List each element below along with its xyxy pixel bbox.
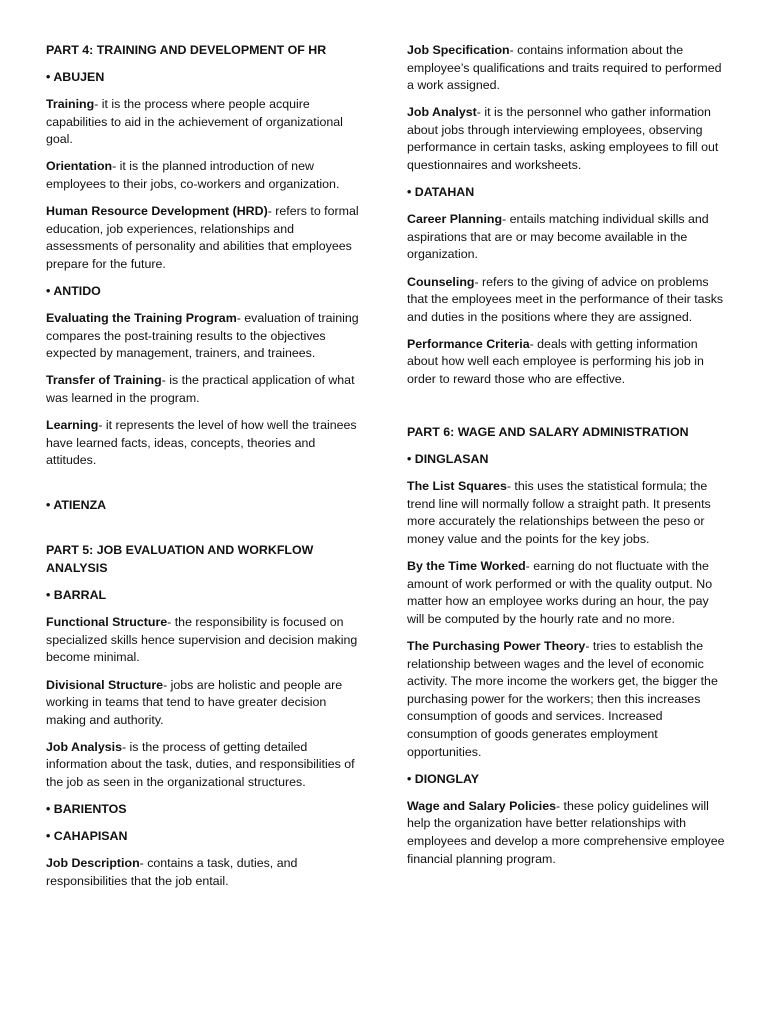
desc-wage-policies: - these policy guidelines will help the organization have better relationships with employees and develop a more comprehensive employee financial planning program. (407, 798, 725, 866)
desc-counseling: - refers to the giving of advice on problems that the employees meet in the performance of their tasks and duties in the positions where they are assigned. (407, 274, 724, 324)
bullet-antido: • ANTIDO (46, 284, 101, 299)
bullet-cahapisan: • CAHAPISAN (46, 829, 128, 844)
entry-job-description (46, 855, 364, 890)
term-job-analyst: Job Analyst (407, 105, 477, 120)
part5-heading: PART 5: JOB EVALUATION AND WORKFLOW ANALYSIS (46, 543, 314, 576)
term-career-planning: Career Planning (407, 212, 503, 227)
bullet-barientos: • BARIENTOS (46, 802, 127, 817)
spacer (46, 524, 364, 542)
desc-functional: - the responsibility is focused on specialized skills hence supervision and decision making become minimal. (46, 615, 358, 665)
desc-training: - it is the process where people acquire capabilities to aid in the achievement of organizational goal. (46, 97, 343, 147)
desc-learning: - it represents the level of how well the trainees have learned facts, ideas, concepts, theories and attitudes. (46, 418, 357, 468)
part6-heading: PART 6: WAGE AND SALARY ADMINISTRATION (407, 425, 689, 440)
entry-orientation (46, 158, 364, 193)
entry-time-worked (407, 558, 725, 628)
term-job-description: Job Description (46, 856, 140, 871)
desc-career-planning: - entails matching individual skills and aspirations that are or may become available in the organization. (407, 212, 709, 262)
term-list-squares: The List Squares (407, 479, 507, 494)
bullet-datahan: • DATAHAN (407, 185, 475, 200)
desc-performance-criteria: - deals with getting information about how well each employee is performing his job in order to reward those who are effective. (407, 336, 704, 386)
left-column (46, 42, 364, 900)
desc-job-analyst: - it is the personnel who gather information about jobs through interviewing employees, observing performance in certain tasks, asking employees to fill out questionnaires and worksheets. (407, 105, 719, 173)
term-evaluating: Evaluating the Training Program (46, 311, 237, 326)
entry-job-analysis (46, 739, 364, 792)
entry-job-analyst (407, 104, 725, 174)
term-orientation: Orientation (46, 159, 113, 174)
term-wage-policies: Wage and Salary Policies (407, 798, 556, 813)
desc-job-specification: - contains information about the employee’s qualifications and traits required to performed a work assigned. (407, 43, 722, 93)
term-transfer: Transfer of Training (46, 373, 162, 388)
entry-training (46, 96, 364, 149)
term-performance-criteria: Performance Criteria (407, 336, 530, 351)
desc-orientation: - it is the planned introduction of new employees to their jobs, co-workers and organization. (46, 159, 340, 192)
bullet-atienza: • ATIENZA (46, 498, 107, 513)
bullet-dionglay: • DIONGLAY (407, 771, 480, 786)
spacer (46, 479, 364, 497)
term-purchasing-power: The Purchasing Power Theory (407, 639, 586, 654)
bullet-barral: • BARRAL (46, 588, 107, 603)
term-time-worked: By the Time Worked (407, 559, 526, 574)
entry-evaluating (46, 310, 364, 363)
entry-wage-policies (407, 798, 725, 868)
desc-job-analysis: - is the process of getting detailed information about the task, duties, and responsibilities of the job as seen in the organizational structures. (46, 739, 355, 789)
entry-list-squares (407, 478, 725, 548)
term-functional: Functional Structure (46, 615, 168, 630)
entry-hrd (46, 203, 364, 273)
entry-job-specification (407, 42, 725, 95)
term-hrd: Human Resource Development (HRD) (46, 204, 268, 219)
entry-counseling (407, 274, 725, 327)
term-training: Training (46, 97, 95, 112)
bullet-dinglasan: • DINGLASAN (407, 452, 489, 467)
term-job-analysis: Job Analysis (46, 739, 122, 754)
term-divisional: Divisional Structure (46, 677, 164, 692)
entry-purchasing-power (407, 638, 725, 761)
desc-transfer: - is the practical application of what was learned in the program. (46, 373, 355, 405)
desc-purchasing-power: - tries to establish the relationship between wages and the level of economic activity. The more income the workers get, the bigger the purchasing power for the workers; then this increases consumption of goods and services. Increased consumption of goods generates employment opportunities. (407, 639, 718, 759)
bullet-abujen: • ABUJEN (46, 70, 105, 85)
desc-divisional: - jobs are holistic and people are working in teams that tend to have greater decision making and authority. (46, 677, 343, 727)
entry-divisional (46, 677, 364, 730)
spacer (407, 398, 725, 424)
part4-heading: PART 4: TRAINING AND DEVELOPMENT OF HR (46, 43, 327, 57)
desc-list-squares: - this uses the statistical formula; the trend line will normally follow a straight path. It presents more accurately the relationships between the peso or money value and the points for the key jobs. (407, 479, 711, 547)
entry-performance-criteria (407, 336, 725, 389)
right-column (407, 42, 725, 878)
desc-job-description: - contains a task, duties, and responsibilities that the job entail. (46, 856, 298, 888)
term-learning: Learning (46, 418, 99, 433)
term-counseling: Counseling (407, 274, 475, 289)
entry-transfer (46, 372, 364, 407)
entry-functional (46, 614, 364, 667)
desc-time-worked: - earning do not fluctuate with the amount of work performed or with the quality output. No matter how an employee works during an hour, the pay will be computed by the hourly rate and no more. (407, 559, 713, 626)
entry-career-planning (407, 211, 725, 264)
term-job-specification: Job Specification (407, 43, 510, 57)
desc-hrd: - refers to formal education, job experiences, relationships and assessments of personality and abilities that employees prepare for the future. (46, 204, 359, 271)
entry-learning (46, 417, 364, 470)
desc-evaluating: - evaluation of training compares the post-training results to the objectives expected by management, trainers, and trainees. (46, 311, 359, 361)
